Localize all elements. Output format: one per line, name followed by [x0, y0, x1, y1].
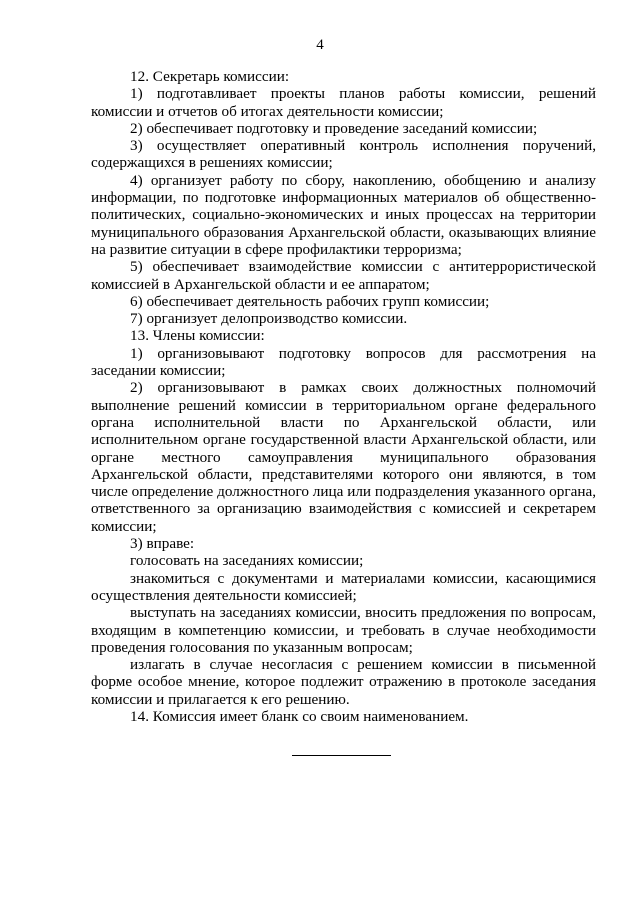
paragraph-13-item-1: 1) организовывают подготовку вопросов для рассмотрения на заседании комиссии;: [91, 344, 596, 380]
paragraph-12-item-4: 4) организует работу по сбору, накоплению, обобщению и анализу информации, по подготовке информационных материалов об общественно-политических, социально-экономических и иных процессах на территории муниципального образования Архангельской области, оказывающих влияние на развитие ситуации в сфере профилактики терроризма;: [91, 171, 596, 258]
paragraph-13-item-3: 3) вправе:: [130, 535, 195, 553]
document-body: [91, 68, 596, 725]
paragraph-12-item-1: 1) подготавливает проекты планов работы комиссии, решений комиссии и отчетов об итогах деятельности комиссии;: [91, 85, 596, 120]
paragraph-12-item-3: 3) осуществляет оперативный контроль исполнения поручений, содержащихся в решениях комиссии;: [91, 137, 596, 172]
paragraph-12-item-2: 2) обеспечивает подготовку и проведение заседаний комиссии;: [130, 119, 538, 137]
paragraph-12-item-7: 7) организует делопроизводство комиссии.: [130, 310, 408, 328]
paragraph-12-item-6: 6) обеспечивает деятельность рабочих групп комиссии;: [130, 292, 490, 310]
paragraph-13-item-2: 2) организовывают в рамках своих должностных полномочий выполнение решений комиссии в территориальном органе федерального органа исполнительной власти по Архангельской области, или исполнительном органе государственной власти Архангельской области, или органе местного самоуправления муниципального образования Архангельской области, представителями которого они являются, в том числе определение должностного лица или подразделения указанного органа, ответственного за организацию взаимодействия с комиссией и секретарем комиссии;: [91, 379, 596, 535]
paragraph-13-heading: 13. Члены комиссии:: [130, 327, 265, 345]
paragraph-13-right-vote: голосовать на заседаниях комиссии;: [130, 552, 364, 570]
paragraph-12-item-5: 5) обеспечивает взаимодействие комиссии с антитеррористической комиссией в Архангельской области и ее аппаратом;: [91, 258, 596, 293]
paragraph-13-right-review: знакомиться с документами и материалами комиссии, касающимися осуществления деятельности комиссией;: [91, 569, 596, 604]
paragraph-12-heading: 12. Секретарь комиссии:: [130, 68, 290, 85]
paragraph-14: 14. Комиссия имеет бланк со своим наименованием.: [130, 707, 469, 725]
paragraph-13-right-speak: выступать на заседаниях комиссии, вносить предложения по вопросам, входящим в компетенцию комиссии, и требовать в случае необходимости проведения голосования по указанным вопросам;: [91, 604, 596, 656]
paragraph-13-right-dissent: излагать в случае несогласия с решением комиссии в письменной форме особое мнение, которое подлежит отражению в протоколе заседания комиссии и прилагается к его решению.: [91, 656, 596, 708]
closing-separator-line: [292, 755, 391, 756]
page-number: 4: [316, 37, 324, 53]
